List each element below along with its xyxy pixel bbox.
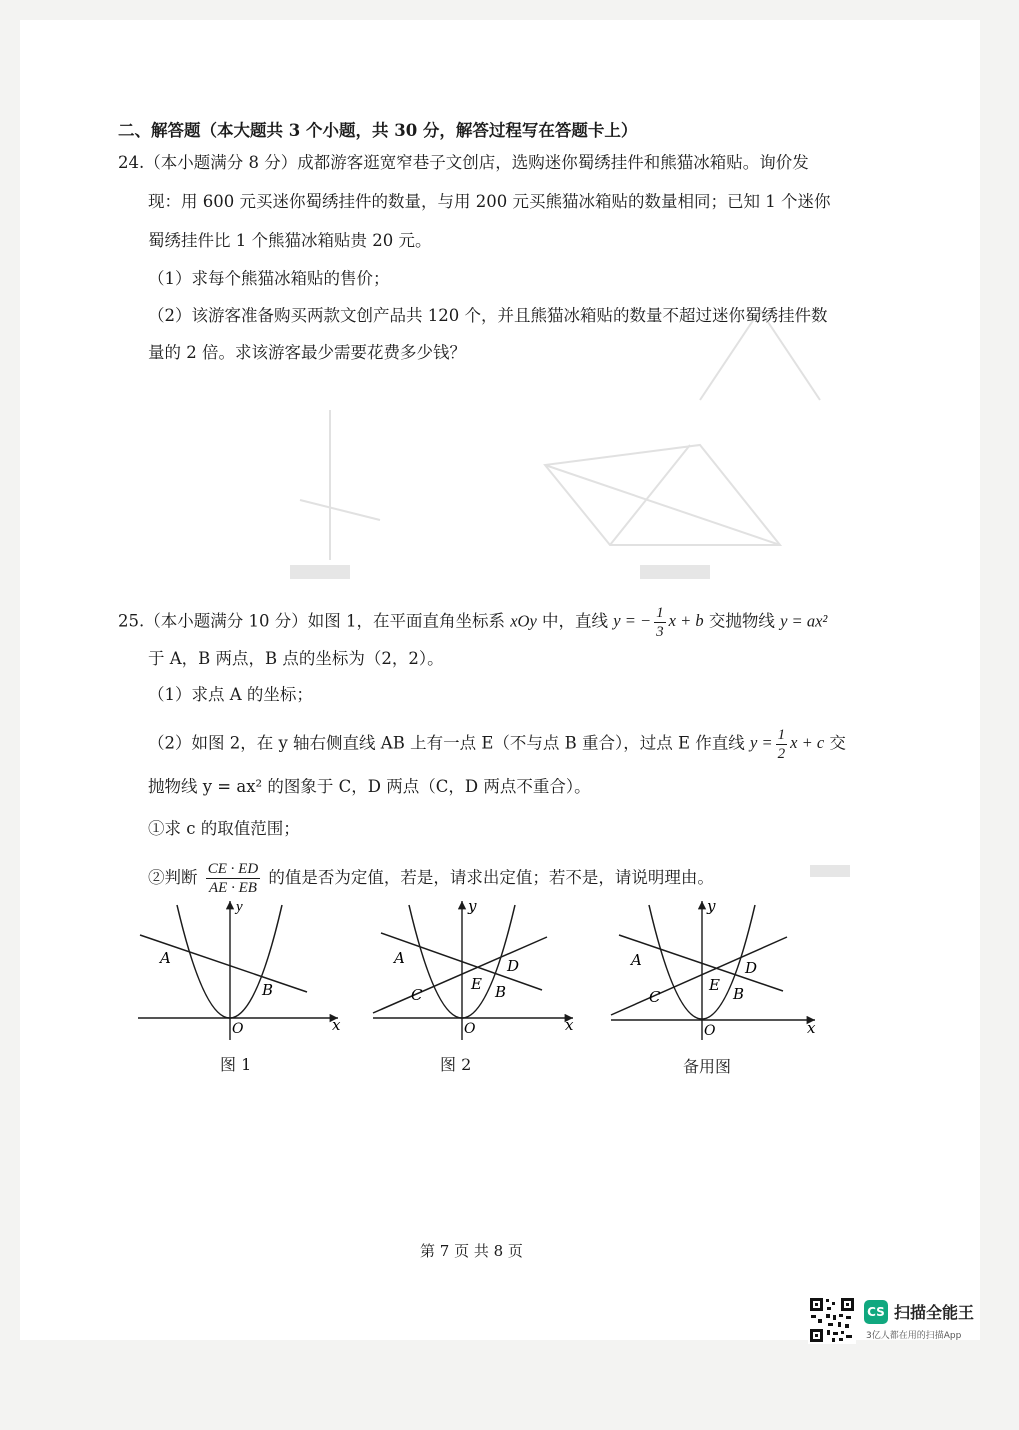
fig3-point-e: E [709, 976, 720, 994]
qr-code-icon [808, 1296, 856, 1344]
q25-sub1: ①求 c 的取值范围； [148, 819, 300, 838]
fig3-y-label: y [707, 897, 716, 915]
fig3-point-a: A [631, 951, 642, 969]
page-number: 第 7 页 共 8 页 [420, 1242, 523, 1260]
q25-intro-line2: 于 A，B 两点，B 点的坐标为（2，2）。 [148, 649, 444, 668]
q25-part2-line2: 抛物线 y = ax² 的图象于 C，D 两点（C，D 两点不重合）。 [148, 777, 591, 796]
fig1-point-a: A [160, 949, 171, 967]
fig3-x-label: x [807, 1019, 816, 1037]
exam-page [20, 20, 980, 1340]
fig2-point-a: A [394, 949, 405, 967]
parabola-equation: y = ax² [780, 611, 828, 631]
figure-2-caption: 图 2 [440, 1055, 472, 1074]
fig1-y-label: y [236, 899, 243, 915]
fig1-point-b: B [262, 981, 274, 999]
q24-part2-line2: 量的 2 倍。求该游客最少需要花费多少钱？ [148, 343, 466, 362]
fig2-origin-label: O [464, 1021, 476, 1037]
fig3-point-d: D [745, 959, 758, 977]
scanner-tagline: 3亿人都在用的扫描App [866, 1331, 962, 1341]
q24-part1: （1）求每个熊猫冰箱贴的售价； [148, 269, 390, 288]
fig2-point-e: E [471, 975, 482, 993]
fig2-point-c: C [411, 986, 423, 1004]
figure-backup-caption: 备用图 [683, 1057, 732, 1076]
q25-intro: 25.（本小题满分 10 分）如图 1，在平面直角坐标系 xOy 中，直线 y = − $\frac{1}{3}$ x + b 交抛物线 y = ax² [118, 605, 828, 640]
fig2-x-label: x [565, 1016, 574, 1034]
fig2-point-d: D [507, 957, 520, 975]
q25-sub2: ②判断 $\frac{CE \cdot ED}{AE \cdot EB}$ 的值是否为定值，若是，请求出定值；若不是，请说明理由。 [148, 861, 714, 896]
fig2-y-label: y [468, 897, 477, 915]
fig1-origin-label: O [232, 1021, 244, 1037]
fig1-x-label: x [332, 1016, 341, 1034]
q24-part2-line1: （2）该游客准备购买两款文创产品共 120 个，并且熊猫冰箱贴的数量不超过迷你蜀绣挂件数 [148, 306, 828, 325]
line-equation: y = − $\frac{1}{3}$ x + b [613, 605, 704, 640]
q24-intro-line2: 现：用 600 元买迷你蜀绣挂件的数量，与用 200 元买熊猫冰箱贴的数量相同；已知 1 个迷你 [148, 192, 831, 211]
q24-intro-line3: 蜀绣挂件比 1 个熊猫冰箱贴贵 20 元。 [148, 231, 432, 250]
ratio-fraction: $\frac{CE \cdot ED}{AE \cdot EB}$ [207, 861, 259, 896]
section-heading: 二、解答题（本大题共 3 个小题，共 30 分，解答过程写在答题卡上） [118, 121, 638, 140]
scanner-app-name: 扫描全能王 [894, 1303, 975, 1322]
coord-system: xOy [510, 611, 537, 631]
fig3-point-c: C [649, 988, 661, 1006]
scanner-badge [808, 1296, 988, 1356]
second-line-equation: y = $\frac{1}{2}$ x + c [750, 727, 825, 762]
figure-1 [132, 895, 352, 1045]
fig3-point-b: B [733, 985, 745, 1003]
figure-2 [367, 895, 587, 1045]
q24-intro-line1: 24.（本小题满分 8 分）成都游客逛宽窄巷子文创店，选购迷你蜀绣挂件和熊猫冰箱贴。询价发 [118, 153, 809, 172]
figure-1-caption: 图 1 [220, 1055, 252, 1074]
scanner-logo-icon: CS [864, 1300, 888, 1324]
figure-backup [605, 895, 825, 1045]
q25-part2-line1: （2）如图 2，在 y 轴右侧直线 AB 上有一点 E（不与点 B 重合），过点 E 作直线 y = $\frac{1}{2}$ x + c 交 [148, 727, 846, 762]
fig2-point-b: B [495, 983, 507, 1001]
fig3-origin-label: O [704, 1023, 716, 1039]
q25-part1: （1）求点 A 的坐标； [148, 685, 313, 704]
